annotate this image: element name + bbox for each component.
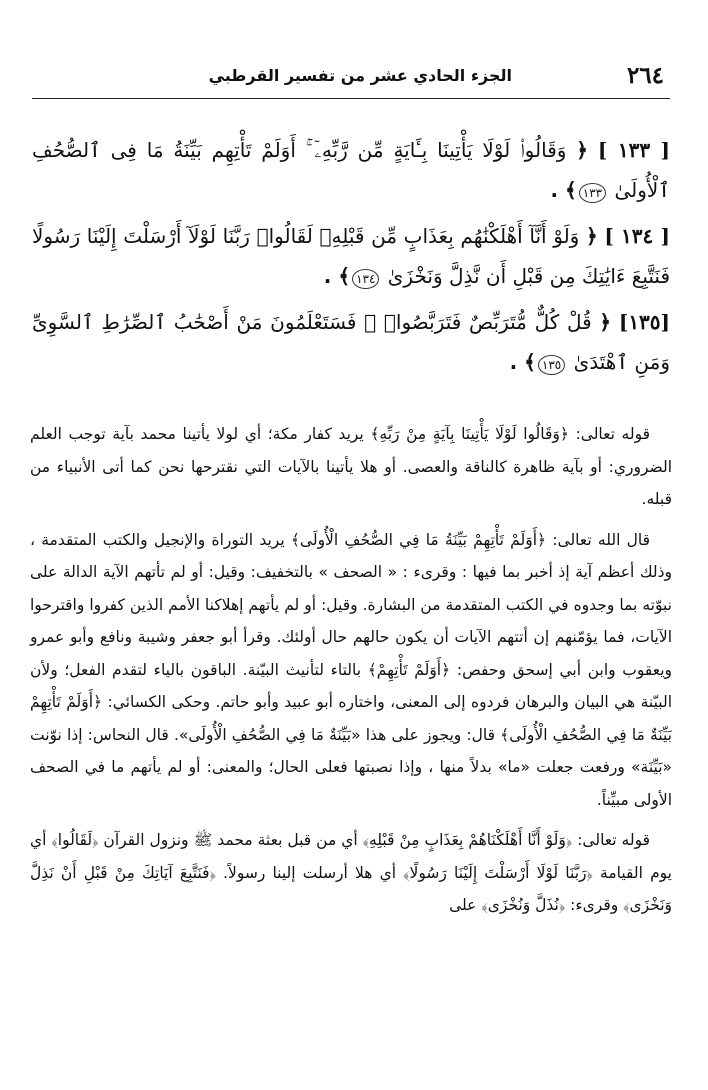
- verse-end-marker: ١٣٤: [352, 269, 379, 289]
- verse-135: [32, 302, 670, 382]
- commentary-paragraph: قوله تعالى: ﴿وَلَوْ أَنَّا أَهْلَكْنَاهُمْ بِعَذَابٍ مِنْ قَبْلِهِ﴾ أي من قبل بعثة محمد ﷺ ونزول القرآن ﴿لَقَالُوا﴾ أي يوم القيامة ﴿رَبَّنَا لَوْلَا أَرْسَلْتَ إِلَيْنَا رَسُولًا﴾ أي هلا أرسلت إلينا رسولاً. ﴿فَنَتَّبِعَ آيَاتِكَ مِنْ قَبْلِ أَنْ نَذِلَّ وَنَخْزَى﴾ وقرىء: ﴿نُذَلَّ وَنُخْزَى﴾ على: [30, 831, 672, 914]
- verse-end-marker: ١٣٣: [579, 183, 606, 203]
- verse-open-bracket: ﴿: [585, 224, 598, 248]
- verse-134: [32, 216, 670, 296]
- commentary: [30, 418, 672, 930]
- verse-open-bracket: ﴿: [599, 310, 612, 334]
- verse-number: [ ١٣٤ ]: [604, 224, 670, 248]
- page-header: [30, 62, 670, 96]
- verse-close-bracket: ﴾ .: [509, 350, 536, 374]
- verse-close-bracket: ﴾ .: [550, 178, 577, 202]
- verse-text: وَقَالُوا۟ لَوْلَا يَأْتِينَا بِـَٔايَةٍ مِّن رَّبِّهِۦٓ ۚ أَوَلَمْ تَأْتِهِم بَيِّنَةُ مَا فِى ٱلصُّحُفِ ٱلْأُولَىٰ: [32, 138, 670, 202]
- commentary-paragraph: قوله تعالى: ﴿وَقَالُوا لَوْلَا يَأْتِينَا بِآيَةٍ مِنْ رَبِّهِ﴾ يريد كفار مكة؛ أي لولا يأتينا محمد بآية توجب العلم الضروري: أو بآية ظاهرة كالناقة والعصى. أو هلا يأتينا بالآيات التي نقترحها نحن كما أتى الأنبياء من قبله.: [30, 425, 672, 508]
- verse-text: وَلَوْ أَنَّآ أَهْلَكْنَٰهُم بِعَذَابٍ مِّن قَبْلِهِۦ لَقَالُوا۟ رَبَّنَا لَوْلَآ أَرْسَلْتَ إِلَيْنَا رَسُولًا فَنَتَّبِعَ ءَايَٰتِكَ مِن قَبْلِ أَن نَّذِلَّ وَنَخْزَىٰ: [32, 224, 670, 288]
- verse-133: [32, 130, 670, 210]
- verse-close-bracket: ﴾ .: [323, 264, 351, 288]
- quran-verses: [32, 130, 670, 388]
- page-number: ٢٦٤: [626, 62, 664, 89]
- verse-number: [١٣٥]: [618, 310, 671, 334]
- verse-number: [ ١٣٣ ]: [597, 138, 670, 162]
- verse-text: قُلْ كُلٌّ مُّتَرَبِّصٌ فَتَرَبَّصُوا۟ ۖ فَسَتَعْلَمُونَ مَنْ أَصْحَٰبُ ٱلصِّرَٰطِ ٱلسَّوِىِّ وَمَنِ ٱهْتَدَىٰ: [32, 310, 670, 374]
- verse-open-bracket: ﴿: [576, 138, 589, 162]
- commentary-paragraph: قال الله تعالى: ﴿أَوَلَمْ تَأْتِهِمْ بَيِّنَةُ مَا فِي الصُّحُفِ الْأُولَى﴾ يريد التوراة والإنجيل والكتب المتقدمة ، وذلك أعظم آية إذ أخبر بما فيها : وقرىء : « الصحف » بالتخفيف: وقيل: أو لم تأتهم الآية الدالة على نبوّته بما وجدوه في الكتب المتقدمة من البشارة. وقيل: أو لم يأتهم إهلاكنا الأمم الذين كفروا واقترحوا الآيات، فما يؤمّنهم إن أتتهم الآيات أن يكون حالهم حال أولئك. وقرأ أبو جعفر وشيبة ونافع وأبو عمرو ويعقوب وابن أبي إسحق وحفص: ﴿أَوَلَمْ تَأْتِهِمْ﴾ بالتاء لتأنيث البيّنة. الباقون بالياء لتقدم الفعل؛ ولأن البيّنة هي البيان والبرهان فردوه إلى المعنى، واختاره أبو عبيد وأبو حاتم. وحكى الكسائي: ﴿أَوَلَمْ تَأْتِهِمْ بَيِّنَةٌ مَا فِي الصُّحُفِ الْأُولَى﴾ قال: ويجوز على هذا «بَيِّنَةٌ مَا فِي الصُّحُفِ الْأُولَى». قال النحاس: إذا نوّنت «بَيِّنَة» ورفعت جعلت «ما» بدلاً منها ، وإذا نصبتها فعلى الحال؛ والمعنى: أو لم يأتهم ما في الصحف الأولى مبيِّناً.: [30, 530, 672, 809]
- header-rule: [32, 98, 670, 99]
- verse-end-marker: ١٣٥: [538, 355, 565, 375]
- running-title: الجزء الحادي عشر من تفسير القرطبي: [208, 66, 512, 85]
